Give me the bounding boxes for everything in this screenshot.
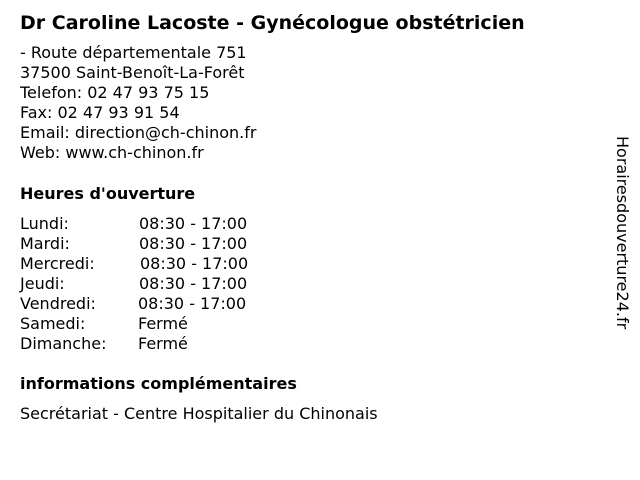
hours-heading: Heures d'ouverture	[20, 184, 196, 203]
hours-time: 08:30 - 17:00	[138, 294, 247, 313]
fax-number: Fax: 02 47 93 91 54	[20, 103, 180, 122]
hours-row	[20, 234, 320, 254]
site-brand: Horairesdouverture24.fr	[613, 136, 632, 330]
hours-day: Mercredi:	[20, 254, 95, 273]
website: Web: www.ch-chinon.fr	[20, 143, 204, 162]
hours-time: 08:30 - 17:00	[139, 214, 248, 233]
hours-day: Samedi:	[20, 314, 86, 333]
hours-day: Lundi:	[20, 214, 69, 233]
email-address: Email: direction@ch-chinon.fr	[20, 123, 257, 142]
hours-time: Fermé	[138, 334, 188, 353]
hours-time: 08:30 - 17:00	[139, 234, 248, 253]
hours-row	[20, 334, 320, 354]
contact-block	[20, 43, 256, 163]
info-heading: informations complémentaires	[20, 374, 297, 393]
hours-row	[20, 294, 320, 314]
hours-time: Fermé	[138, 314, 188, 333]
hours-row	[20, 274, 320, 294]
hours-day: Vendredi:	[20, 294, 96, 313]
address-city: 37500 Saint-Benoît-La-Forêt	[20, 63, 245, 82]
hours-day: Jeudi:	[20, 274, 65, 293]
hours-day: Mardi:	[20, 234, 70, 253]
hours-time: 08:30 - 17:00	[139, 274, 248, 293]
info-text: Secrétariat - Centre Hospitalier du Chinonais	[20, 404, 378, 423]
hours-table	[20, 214, 320, 354]
hours-day: Dimanche:	[20, 334, 107, 353]
address-street: - Route départementale 751	[20, 43, 247, 62]
page-title: Dr Caroline Lacoste - Gynécologue obstétricien	[20, 12, 525, 34]
hours-row	[20, 314, 320, 334]
hours-row	[20, 254, 320, 274]
hours-time: 08:30 - 17:00	[140, 254, 249, 273]
phone-number: Telefon: 02 47 93 75 15	[20, 83, 210, 102]
hours-row	[20, 214, 320, 234]
